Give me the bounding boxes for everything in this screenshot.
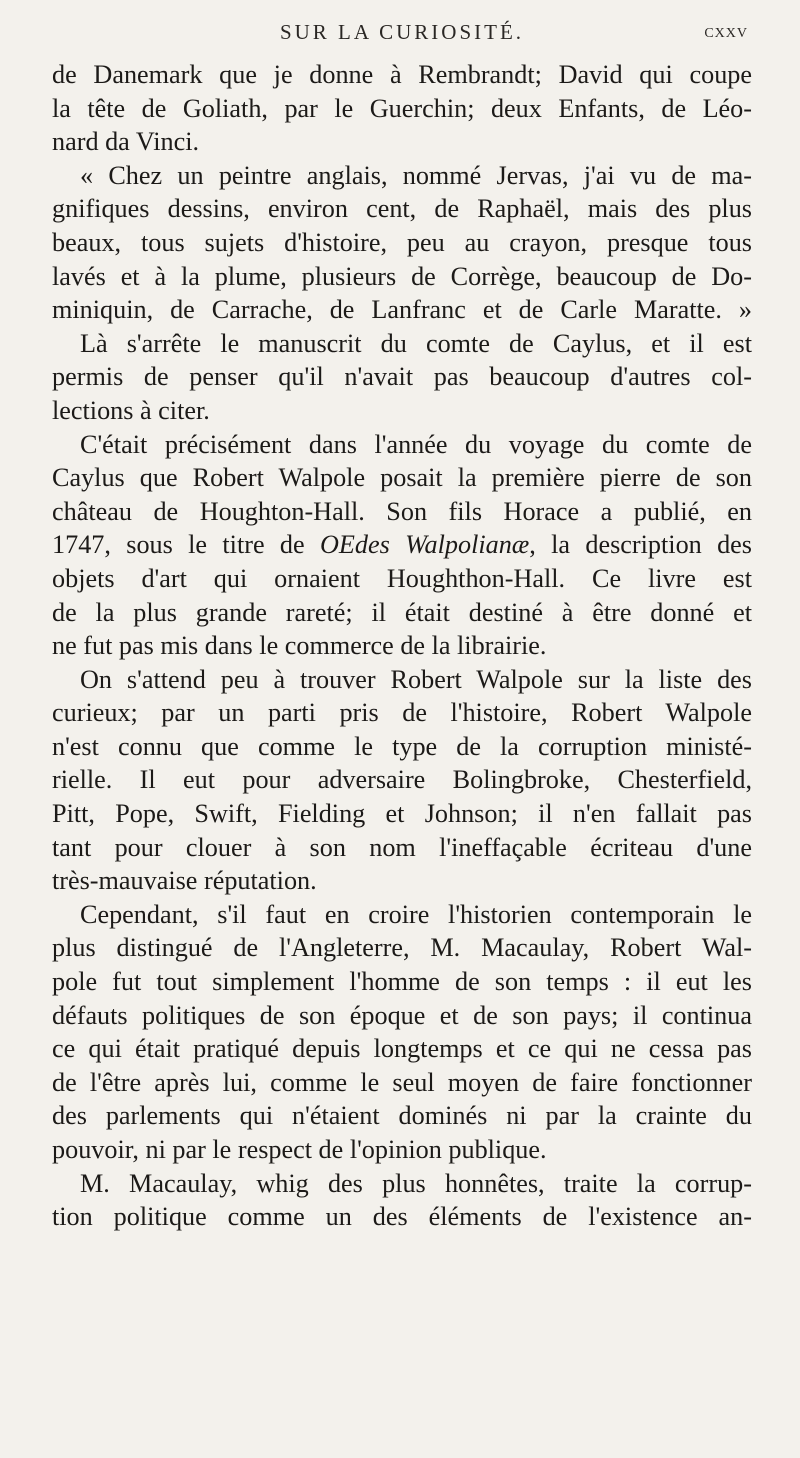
text-line: Pitt, Pope, Swift, Fielding et Johnson; il n'en fallait pas <box>52 799 752 829</box>
text-line: permis de penser qu'il n'avait pas beaucoup d'autres col- <box>52 362 752 392</box>
text-line: beaux, tous sujets d'histoire, peu au crayon, presque tous <box>52 227 752 257</box>
text-line: n'est connu que comme le type de la corruption ministé- <box>52 731 752 761</box>
text-segment: , la description des <box>529 530 752 560</box>
text-segment: 1747, sous le titre de <box>52 530 320 560</box>
text-line: nard da Vinci. <box>52 127 200 157</box>
text-line: pole fut tout simplement l'homme de son temps : il eut les <box>52 967 752 997</box>
text-line: de l'être après lui, comme le seul moyen de faire fonctionner <box>52 1067 752 1097</box>
text-line: « Chez un peintre anglais, nommé Jervas, j'ai vu de ma- <box>80 160 752 190</box>
text-line: Caylus que Robert Walpole posait la première pierre de son <box>52 463 752 493</box>
text-line: des parlements qui n'étaient dominés ni par la crainte du <box>52 1101 752 1131</box>
text-line: miniquin, de Carrache, de Lanfranc et de Carle Maratte. » <box>52 295 752 325</box>
text-line: château de Houghton-Hall. Son fils Horace a publié, en <box>52 496 752 526</box>
text-line: tant pour clouer à son nom l'ineffaçable écriteau d'une <box>52 832 752 862</box>
text-line: très-mauvaise réputation. <box>52 866 317 896</box>
text-line: Cependant, s'il faut en croire l'historien contemporain le <box>80 899 752 929</box>
text-line: objets d'art qui ornaient Houghthon-Hall. Ce livre est <box>52 563 752 593</box>
text-line: C'était précisément dans l'année du voyage du comte de <box>80 429 752 459</box>
text-line <box>52 528 752 562</box>
text-line: ne fut pas mis dans le commerce de la librairie. <box>52 631 547 661</box>
text-line: gnifiques dessins, environ cent, de Raphaël, mais des plus <box>52 194 752 224</box>
text-line: pouvoir, ni par le respect de l'opinion publique. <box>52 1135 547 1164</box>
text-line: lavés et à la plume, plusieurs de Corrège, beaucoup de Do- <box>52 261 752 291</box>
page-number: CXXV <box>704 26 748 41</box>
running-title: SUR LA CURIOSITÉ. <box>279 20 525 44</box>
text-line: On s'attend peu à trouver Robert Walpole sur la liste des <box>80 664 752 694</box>
text-line: la tête de Goliath, par le Guerchin; deux Enfants, de Léo- <box>52 93 752 123</box>
page-header <box>52 0 752 58</box>
text-line: ce qui était pratiqué depuis longtemps et ce qui ne cessa pas <box>52 1034 752 1064</box>
text-line: lections à citer. <box>52 395 210 425</box>
text-line: plus distingué de l'Angleterre, M. Macaulay, Robert Wal- <box>52 933 752 963</box>
text-line: curieux; par un parti pris de l'histoire, Robert Walpole <box>52 698 752 728</box>
text-line: M. Macaulay, whig des plus honnêtes, traite la corrup- <box>80 1168 752 1198</box>
text-line: tion politique comme un des éléments de l'existence an- <box>52 1202 752 1232</box>
book-title-italic: OEdes Walpolianæ <box>319 530 530 560</box>
text-line: Là s'arrête le manuscrit du comte de Caylus, et il est <box>80 328 752 358</box>
text-line: rielle. Il eut pour adversaire Bolingbroke, Chesterfield, <box>52 765 752 795</box>
text-line: de Danemark que je donne à Rembrandt; David qui coupe <box>52 60 752 89</box>
text-line: défauts politiques de son époque et de son pays; il continua <box>52 1000 752 1030</box>
body-text <box>52 58 752 1234</box>
text-line: de la plus grande rareté; il était destiné à être donné et <box>52 597 752 627</box>
